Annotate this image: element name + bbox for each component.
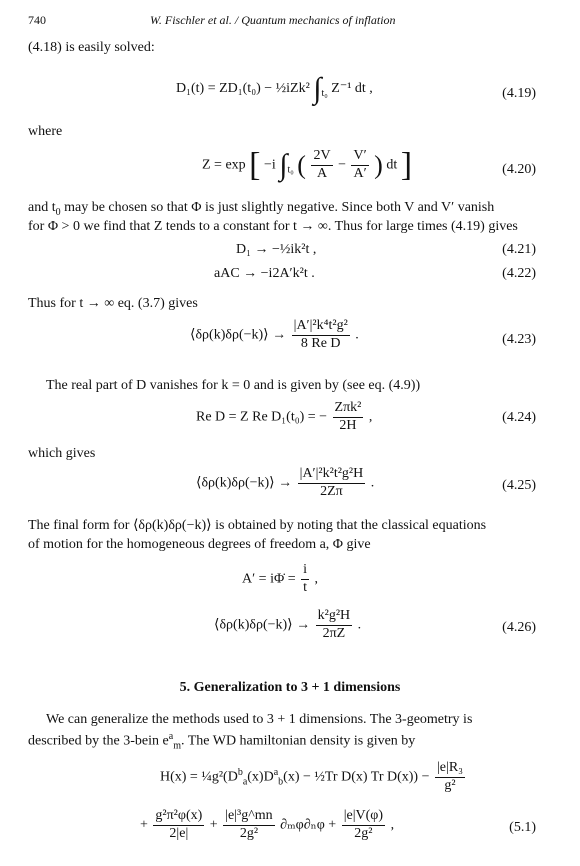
paragraph-where: where: [28, 124, 63, 139]
eq-number-4-25: (4.25): [502, 478, 536, 493]
paragraph-final-form: The final form for ⟨δρ(k)δρ(−k)⟩ is obtained by noting that the classical equations: [28, 518, 487, 533]
fraction-numerator: |A′|²k⁴t²g²: [292, 318, 350, 336]
eq-4-24-tail: ,: [368, 409, 373, 425]
p2-start: and t: [28, 200, 56, 215]
right-paren: ): [374, 150, 383, 180]
fraction: [301, 562, 309, 597]
eq-number-5-1: (5.1): [509, 820, 536, 835]
p10-sup: a: [168, 731, 174, 742]
eq-number-4-21: (4.21): [502, 242, 536, 257]
section-heading: 5. Generalization to 3 + 1 dimensions: [179, 680, 401, 695]
eq-aprime-lhs: A′ = iΦ̇ =: [242, 571, 296, 587]
fraction: [316, 608, 353, 643]
equation-4-22: aAC → −i2A′k²t .: [214, 266, 315, 281]
eq-number-4-23: (4.23): [502, 332, 536, 347]
paragraph-intro: (4.18) is easily solved:: [28, 40, 155, 55]
eq-4-19-lhs: D₁(t) = ZD₁(t₀) − ½iZk²: [176, 81, 310, 97]
equation-aprime: [242, 562, 318, 597]
fraction-denominator: 2|e|: [169, 825, 189, 841]
fraction-numerator: |e|³g^mn: [223, 808, 274, 826]
eq-number-4-22: (4.22): [502, 266, 536, 281]
equation-4-25: [196, 466, 374, 501]
eq-4-20-int-lower: t₀: [287, 164, 294, 176]
fraction-numerator: V′: [351, 148, 368, 166]
fraction-numerator: 2V: [311, 148, 332, 166]
eq-4-20-minus: −: [338, 157, 346, 173]
page-number: 740: [28, 13, 46, 27]
equation-4-23: [190, 318, 359, 353]
eq-4-26-lhs: ⟨δρ(k)δρ(−k)⟩ →: [214, 617, 311, 633]
fraction-denominator: A: [316, 165, 328, 181]
fraction-denominator: A′: [353, 165, 367, 181]
left-paren: (: [297, 150, 306, 180]
eq-5-1-derivs: ∂ₘφ∂ₙφ +: [280, 817, 337, 833]
equation-4-20: [202, 148, 412, 183]
equation-4-19: [176, 74, 373, 104]
eq-4-20-dt: dt: [386, 157, 398, 173]
p10-sub: m: [173, 740, 181, 752]
equation-4-21: D₁ → −½ik²t ,: [236, 242, 317, 257]
eq-5-1-rest: (x)D: [247, 769, 274, 785]
fraction-numerator: i: [301, 562, 309, 580]
running-title: W. Fischler et al. / Quantum mechanics of inflation: [150, 13, 396, 27]
equation-5-1-line-1: [160, 760, 467, 795]
eq-aprime-tail: ,: [314, 571, 318, 587]
fraction-denominator: 2Zπ: [320, 483, 343, 499]
fraction: [435, 760, 465, 795]
fraction: [223, 808, 274, 843]
fraction: [153, 808, 204, 843]
fraction: [333, 400, 364, 435]
fraction-numerator: Zπk²: [333, 400, 364, 418]
integral-sign: ∫: [279, 148, 288, 182]
fraction-denominator: 2πZ: [322, 625, 346, 641]
p10-start: described by the 3-bein e: [28, 733, 169, 749]
paragraph-large-times: for Φ > 0 we find that Z tends to a constant for t → ∞. Thus for large times (4.19) gives: [28, 219, 518, 234]
fraction-denominator: 2H: [339, 417, 357, 433]
fraction-2v-over-a: [311, 148, 332, 183]
eq-number-4-20: (4.20): [502, 162, 536, 177]
eq-4-26-tail: .: [357, 617, 362, 633]
eq-4-20-lhs: Z = exp: [202, 157, 246, 173]
fraction-denominator: 2g²: [354, 825, 373, 841]
eq-4-25-tail: .: [370, 475, 375, 491]
paragraph-3-bein: [28, 731, 415, 752]
eq-4-19-int-lower: t₀: [321, 88, 328, 100]
paragraph-t0-choice: [28, 200, 494, 218]
paragraph-limit: Thus for t → ∞ eq. (3.7) gives: [28, 296, 198, 311]
eq-4-19-rhs: Z⁻¹ dt ,: [331, 81, 373, 97]
fraction-denominator: 8 Re D: [300, 335, 341, 351]
equation-4-24: [196, 400, 372, 435]
fraction-numerator: g²π²φ(x): [153, 808, 204, 826]
p2-end: may be chosen so that Φ is just slightly negative. Since both V and V′ vanish: [60, 200, 495, 215]
equation-5-1-line-2: [140, 808, 394, 843]
fraction-denominator: g²: [444, 777, 456, 793]
sup-b: b: [237, 766, 243, 778]
fraction-denominator: t: [303, 579, 307, 595]
eq-4-23-tail: .: [355, 327, 359, 343]
eq-5-1-tail: ,: [390, 817, 395, 833]
paragraph-which-gives: which gives: [28, 446, 96, 461]
eq-5-1-plus-1: +: [140, 817, 148, 833]
sub-a: a: [242, 776, 248, 788]
sub-b: b: [278, 776, 284, 788]
eq-5-1-plus-2: +: [209, 817, 218, 833]
right-bracket: ]: [400, 146, 413, 184]
p10-end: . The WD hamiltonian density is given by: [180, 733, 416, 749]
eq-4-25-lhs: ⟨δρ(k)δρ(−k)⟩ →: [196, 475, 293, 491]
eq-number-4-19: (4.19): [502, 86, 536, 101]
integral-sign: ∫: [313, 72, 322, 105]
fraction: [292, 318, 350, 353]
fraction-numerator: |A′|²k²t²g²H: [298, 466, 366, 484]
left-bracket: [: [249, 146, 261, 184]
fraction-denominator: 2g²: [239, 825, 259, 841]
paragraph-real-part: The real part of D vanishes for k = 0 and is given by (see eq. (4.9)): [46, 378, 421, 393]
paragraph-generalize: We can generalize the methods used to 3 + 1 dimensions. The 3-geometry is: [46, 712, 473, 727]
eq-4-24-lhs: Re D = Z Re D₁(t₀) = −: [196, 409, 328, 425]
fraction: [298, 466, 366, 501]
fraction-numerator: k²g²H: [316, 608, 353, 626]
sup-a: a: [273, 766, 279, 778]
equation-4-26: [214, 608, 361, 643]
eq-number-4-26: (4.26): [502, 620, 536, 635]
eq-5-1-lhs: H(x) = ¼g²(D: [160, 769, 238, 785]
fraction-vprime-over-aprime: [351, 148, 368, 183]
paragraph-equations-of-motion: of motion for the homogeneous degrees of freedom a, Φ give: [28, 537, 371, 552]
eq-4-23-lhs: ⟨δρ(k)δρ(−k)⟩ →: [190, 327, 287, 343]
fraction-numerator: |e|V(φ): [342, 808, 385, 826]
fraction-numerator: |e|R₃: [435, 760, 465, 778]
eq-5-1-mid: (x) − ½Tr D(x) Tr D(x)) −: [283, 769, 430, 785]
eq-number-4-24: (4.24): [502, 410, 536, 425]
fraction: [342, 808, 385, 843]
p2-subscript: 0: [55, 206, 61, 218]
eq-4-20-minus-i: −i: [264, 157, 276, 173]
